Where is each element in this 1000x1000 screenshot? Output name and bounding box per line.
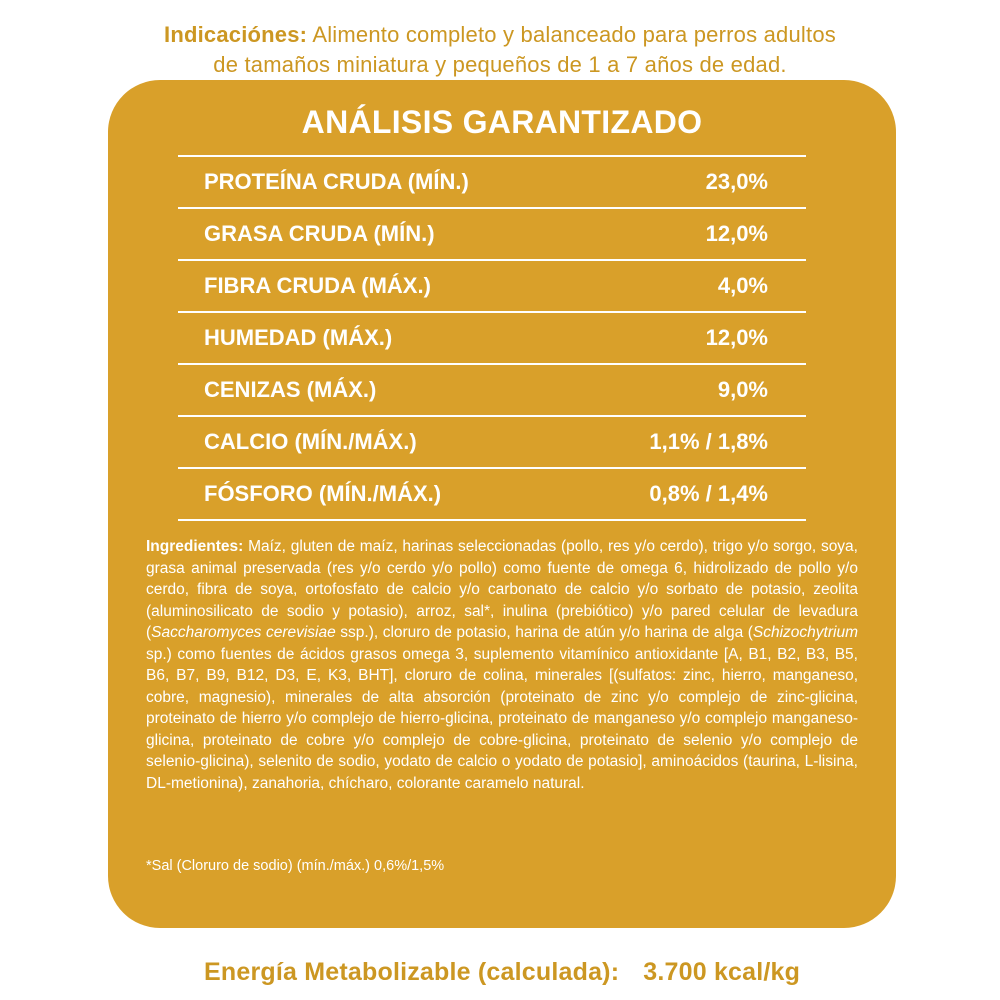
ingredients-text	[146, 536, 858, 794]
ingredients-label: Ingredientes:	[146, 538, 244, 555]
ingredients-part1: Maíz, gluten de maíz, harinas seleccionadas (pollo, res y/o cerdo), trigo y/o sorgo, soya, grasa animal preservada (res y/o cerdo y/o pollo) como fuente de omega 6, hidrolizado de pollo y/o cerdo, fibra de soya, ortofosfato de calcio y/o carbonato de calcio y/o sorbato de potasio, zeolita (aluminosilicato de sodio y potasio), arroz, sal*, inulina (prebiótico) y/o pared celular de levadura (	[146, 538, 858, 641]
analysis-title: ANÁLISIS GARANTIZADO	[301, 104, 703, 140]
analysis-row-protein	[178, 155, 806, 207]
row-value: 1,1% / 1,8%	[649, 429, 768, 454]
indications-line2: de tamaños miniatura y pequeños de 1 a 7 años de edad.	[213, 52, 787, 77]
energy-value: 3.700 kcal/kg	[643, 958, 801, 986]
analysis-panel	[108, 80, 896, 928]
analysis-row-ash	[178, 363, 806, 415]
row-value: 0,8% / 1,4%	[649, 481, 768, 506]
analysis-row-moisture	[178, 311, 806, 363]
row-name: HUMEDAD (MÁX.)	[204, 325, 393, 350]
indications-text	[60, 20, 940, 80]
salt-note: *Sal (Cloruro de sodio) (mín./máx.) 0,6%/1,5%	[146, 858, 445, 874]
energy-label: Energía Metabolizable (calculada):	[204, 958, 620, 986]
row-value: 9,0%	[717, 377, 768, 402]
analysis-table	[178, 155, 806, 521]
analysis-row-fat	[178, 207, 806, 259]
indications-label: Indicaciónes:	[164, 22, 308, 47]
analysis-row-calcium	[178, 415, 806, 467]
row-value: 12,0%	[705, 221, 768, 246]
analysis-row-fiber	[178, 259, 806, 311]
row-value: 4,0%	[717, 273, 768, 298]
row-name: CALCIO (MÍN./MÁX.)	[204, 429, 417, 454]
energy-line	[204, 958, 800, 987]
indications-line1: Alimento completo y balanceado para perros adultos	[307, 22, 836, 47]
ingredients-species1: Saccharomyces cerevisiae	[151, 624, 336, 641]
row-name: GRASA CRUDA (MÍN.)	[204, 221, 435, 246]
row-value: 23,0%	[705, 169, 768, 194]
row-name: PROTEÍNA CRUDA (MÍN.)	[204, 169, 469, 194]
row-name: FÓSFORO (MÍN./MÁX.)	[204, 481, 442, 506]
analysis-row-phosphorus	[178, 467, 806, 521]
ingredients-part2: ssp.), cloruro de potasio, harina de atún y/o harina de alga (	[335, 624, 753, 641]
row-value: 12,0%	[705, 325, 768, 350]
ingredients-part3: sp.) como fuentes de ácidos grasos omega 3, suplemento vitamínico antioxidante [A, B1, B2, B3, B5, B6, B7, B9, B12, D3, E, K3, BHT], cloruro de colina, minerales [(sulfatos: zinc, hierro, manganeso, cobre, magnesio), minerales de alta absorción (proteinato de zinc y/o complejo de zinc-glicina, proteinato de hierro y/o complejo de hierro-glicina, proteinato de manganeso y/o complejo manganeso-glicina, proteinato de cobre y/o complejo de cobre-glicina, proteinato de selenio y/o complejo de selenio-glicina), selenito de sodio, yodato de calcio o yodato de potasio], aminoácidos (taurina, L-lisina, DL-metionina), zanahoria, chícharo, colorante caramelo natural.	[146, 645, 858, 792]
row-name: CENIZAS (MÁX.)	[204, 377, 377, 402]
row-name: FIBRA CRUDA (MÁX.)	[204, 273, 431, 298]
ingredients-species2: Schizochytrium	[752, 624, 858, 641]
